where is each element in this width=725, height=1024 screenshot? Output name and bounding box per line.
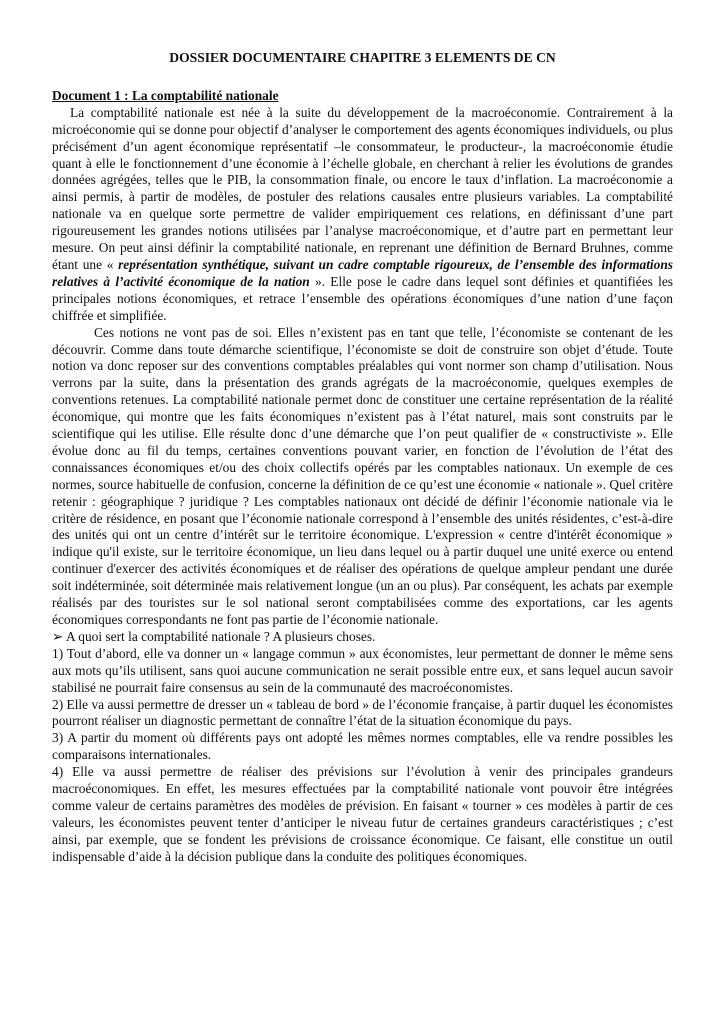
definition-quote: représentation synthétique, suivant un cadre comptable rigoureux, de l’ensemble des informations relatives à l’activité économique de la nation	[52, 256, 673, 289]
paragraph-intro-text: La comptabilité nationale est née à la suite du développement de la macroéconomie. Contrairement à la microéconomie qui se donne pour objectif d’analyser le comportement des agents économiques individuels, ou plus précisément d’un agent économique représentatif –le consommateur, le producteur-, la macroéconomie étudie quant à elle le fonctionnement d’une économie à l’échelle globale, en cherchant à relier les évolutions de grandes données agrégées, telles que le PIB, la consommation finale, ou encore le taux d’inflation. La macroéconomie a ainsi permis, à partir de modèles, de postuler des relations causales entre plusieurs variables. La comptabilité nationale va en quelque sorte permettre de valider empiriquement ces relations, en définissant d’une part rigoureusement les grandes notions utilisées par l’analyse macroéconomique, et d’autre part en permettant leur mesure. On peut ainsi définir la comptabilité nationale, en reprenant une définition de Bernard Bruhnes, comme étant une «	[52, 104, 673, 272]
paragraph-intro	[52, 105, 673, 325]
paragraph-notions: Ces notions ne vont pas de soi. Elles n’existent pas en tant que telle, l’économiste se contenant de les découvrir. Comme dans toute démarche scientifique, l’économiste se doit de construire son objet d’étude. Toute notion va donc reposer sur des conventions comptables préalables qui vont normer son champ d’utilisation. Nous verrons par la suite, dans la présentation des grands agrégats de la macroéconomie, quelques exemples de conventions retenues. La comptabilité nationale permet donc de constituer une certaine représentation de la réalité économique, qui montre que les faits économiques n’existent pas à l’état naturel, mais sont construits par le scientifique qui les utilise. Elle résulte donc d’une démarche que l’on peut qualifier de « constructiviste ». Elle évolue donc au fil du temps, certaines conventions pouvant varier, en fonction de l’évolution de l’état des connaissances économiques et/ou des choix collectifs opérés par les comptables nationaux. Un exemple de ces normes, source habituelle de confusion, concerne la définition de ce qu’est une économie « nationale ». Quel critère retenir : géographique ? juridique ? Les comptables nationaux ont décidé de définir l’économie nationale via le critère de résidence, en posant que l’économie nationale correspond à l’ensemble des unités résidentes, c’est-à-dire des unités qui ont un centre d’intérêt sur le territoire économique. L'expression « centre d'intérêt économique » indique qu'il existe, sur le territoire économique, un lieu dans lequel ou à partir duquel une unité exerce ou entend continuer d'exercer des activités économiques et de réaliser des opérations de quelque ampleur pendant une durée soit indéterminée, soit déterminée mais relativement longue (un an ou plus). Par conséquent, les achats par exemple réalisés par des touristes sur le sol national seront comptabilisées comme des exportations, car les agents économiques correspondants ne font pas partie de l’économie nationale.	[52, 324, 673, 627]
list-item: 2) Elle va aussi permettre de dresser un « tableau de bord » de l’économie française, à partir duquel les économistes pourront réaliser un diagnostic permettant de connaître l’état de la situation économique du pays.	[52, 696, 673, 729]
bullet-question	[52, 629, 673, 646]
paragraph-intro-end: ». Elle pose le cadre dans lequel sont définies et quantifiées les principales notions économiques, et retrace l’ensemble des opérations économiques d’une nation d’une façon chiffrée et simplifiée.	[52, 273, 673, 323]
section-heading: Document 1 : La comptabilité nationale	[52, 87, 279, 103]
list-item: 1) Tout d’abord, elle va donner un « langage commun » aux économistes, leur permettant de donner le même sens aux mots qu’ils utilisent, sans quoi aucune communication ne serait possible entre eux, et sans lequel aucun savoir stabilisé ne pourrait faire consensus au sein de la communauté des macroéconomistes.	[52, 645, 673, 695]
list-item: 4) Elle va aussi permettre de réaliser des prévisions sur l’évolution à venir des principales grandeurs macroéconomiques. En effet, les mesures effectuées par la comptabilité nationale vont pouvoir être intégrées comme valeur de certains paramètres des modèles de prévision. En faisant « tourner » ces modèles à partir de ces valeurs, les économistes peuvent tenter d’anticiper le niveau futur de certaines grandeurs caractéristiques ; c’est ainsi, par exemple, que se fondent les prévisions de croissance économique. Ce faisant, elle constitue un outil indispensable d’aide à la décision publique dans la conduite des politiques économiques.	[52, 764, 673, 864]
document-title: DOSSIER DOCUMENTAIRE CHAPITRE 3 ELEMENTS DE CN	[169, 50, 556, 65]
arrow-bullet-icon: ➢	[52, 628, 64, 644]
list-item: 3) A partir du moment où différents pays ont adopté les mêmes normes comptables, elle va rendre possibles les comparaisons internationales.	[52, 730, 673, 763]
bullet-question-text: A quoi sert la comptabilité nationale ? A plusieurs choses.	[66, 628, 376, 644]
